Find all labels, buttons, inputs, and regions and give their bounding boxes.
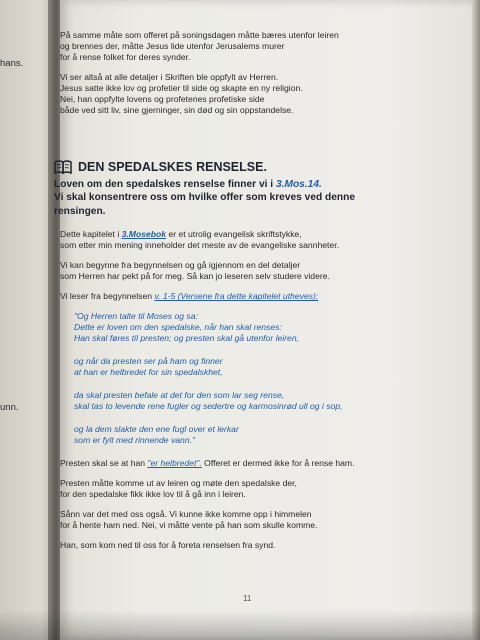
facing-page-fragment: hans.	[0, 58, 24, 69]
quote-stanza: "Og Herren talte til Moses og sa: Dette er loven om den spedalske, når han skal renses: Han skal føres til presten; og presten skal gå utenfor leiren,	[74, 311, 299, 344]
paragraph-reading: Vi leser fra begynnelsen v. 1-5 (Versene fra dette kapitelet utheves):	[60, 291, 319, 302]
paragraph-begin: Vi kan begynne fra begynnelsen og gå igjennom en del detaljer som Herren har pekt på for meg. Så kan jo leseren selv studere videre.	[60, 260, 330, 282]
open-book-icon	[54, 160, 72, 174]
quote-stanza: og når da presten ser på ham og finner at han er helbredet for sin spedalskhet,	[74, 356, 223, 378]
quote-stanza: da skal presten befale at det for den som lar seg rense, skal tas to levende rene fugler og sedertre og karmosinrød ull og i sop,	[74, 390, 343, 412]
scripture-reference: 3.Mos.14.	[275, 179, 322, 190]
paragraph-fulfilment: Vi ser altså at alle detaljer i Skriften ble oppfylt av Herren. Jesus satte ikke lov og profetier til side og skapte en ny religion. Nei, han oppfylte lovens og profetenes profetiske side både ved sitt liv, sine gjerninger, sin død og sin oppstandelse.	[60, 72, 303, 115]
scripture-quote	[60, 311, 410, 446]
paragraph-us: Sånn var det med oss også. Vi kunne ikke komme opp i himmelen for å hente ham ned. Nei, vi måtte vente på han som skulle komme.	[60, 509, 318, 531]
paragraph-chapter: Dette kapitelet i 3.Mosebok er et utrolig evangelisk skriftstykke, som etter min mening inneholder det meste av de evangeliske sannheter.	[60, 229, 339, 251]
quote-stanza: og la dem slakte den ene fugl over et lerkar som er fylt med rinnende vann."	[74, 424, 239, 446]
intro-paragraph: Loven om den spedalskes renselse finner vi i 3.Mos.14. Vi skal konsentrere oss om hvilke offer som kreves ved denne rensingen.	[54, 179, 356, 217]
page-edge	[472, 0, 480, 640]
bottom-shadow	[0, 610, 480, 640]
paragraph-priest: Presten måtte komme ut av leiren og møte den spedalske der, for den spedalske fikk ikke lov til å gå inn i leiren.	[60, 478, 297, 500]
section-title: DEN SPEDALSKES RENSELSE.	[78, 160, 267, 174]
page-content	[54, 30, 410, 560]
page-number: 11	[243, 594, 252, 603]
paragraph-healed: Presten skal se at han "er helbredet". Offeret er dermed ikke for å rense ham.	[60, 458, 355, 469]
scripture-reference: 3.Mosebok	[121, 229, 167, 240]
facing-page-fragment: unn.	[0, 402, 19, 413]
paragraph-him: Han, som kom ned til oss for å foreta renselsen fra synd.	[60, 540, 276, 551]
quoted-phrase: "er helbredet".	[147, 458, 202, 469]
section-heading	[54, 159, 410, 175]
paragraph-sacrifice: På samme måte som offeret på soningsdagen måtte bæres utenfor leiren og brennes der, måtte Jesus lide utenfor Jerusalems murer for å rense folket for deres synder.	[60, 30, 339, 62]
verse-reference: v. 1-5 (Versene fra dette kapitelet utheves):	[154, 291, 319, 302]
